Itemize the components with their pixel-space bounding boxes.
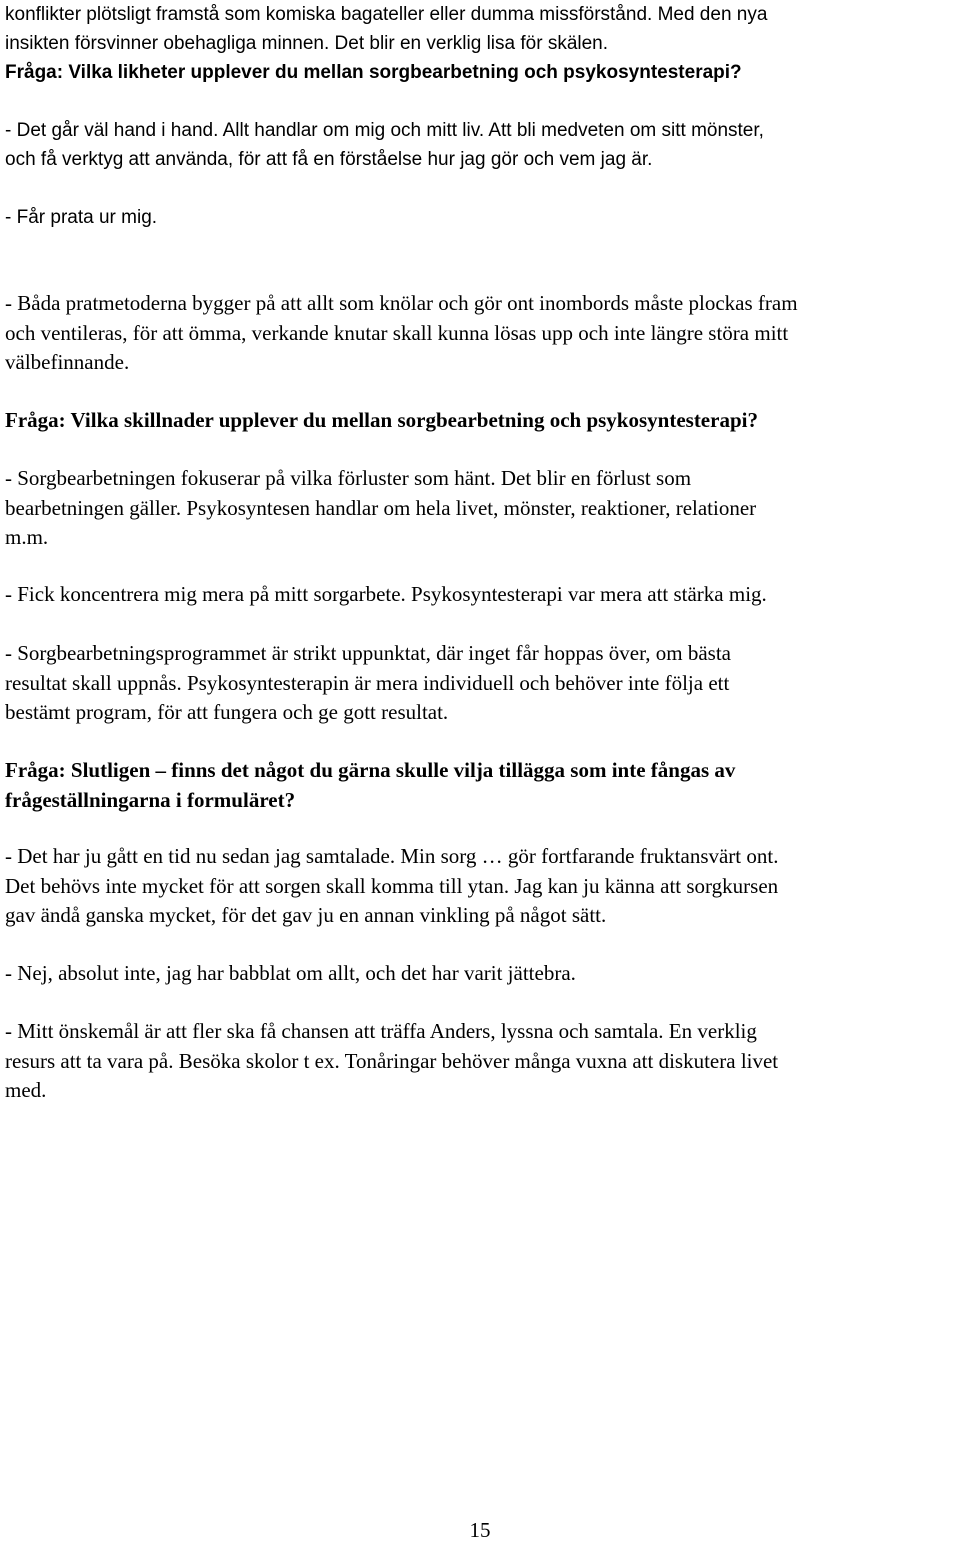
- answer-hand-in-hand: - Det går väl hand i hand. Allt handlar om mig och mitt liv. Att bli medveten om sitt mönster, och få verktyg att använda, för att få en förståelse hur jag gör och vem jag är.: [5, 120, 764, 170]
- question-final-heading: Fråga: Slutligen – finns det något du gärna skulle vilja tillägga som inte fångas av frågeställningarna i formuläret?: [5, 758, 736, 812]
- answer-time-has-passed: - Det har ju gått en tid nu sedan jag samtalade. Min sorg … gör fortfarande fruktansvärt ont. Det behövs inte mycket för att sorgen skall komma till ytan. Jag kan ju känna att sorgkursen gav ändå ganska mycket, för det gav ju en annan vinkling på något sätt.: [5, 844, 779, 927]
- answer-wish-more-chances: - Mitt önskemål är att fler ska få chansen att träffa Anders, lyssna och samtala. En verklig resurs att ta vara på. Besöka skolor t ex. Tonåringar behöver många vuxna att diskutera livet med.: [5, 1019, 779, 1102]
- answer-no-absolutely-not: - Nej, absolut inte, jag har babblat om allt, och det har varit jättebra.: [5, 961, 576, 985]
- answer-talk-it-out: - Får prata ur mig.: [5, 207, 158, 228]
- answer-both-methods: - Båda pratmetoderna bygger på att allt som knölar och gör ont inombords måste plockas fram och ventileras, för att ömma, verkande knutar skall kunna lösas upp och inte längre störa mitt välbefinnande.: [5, 291, 798, 374]
- page-number: 15: [469, 1518, 491, 1542]
- answer-concentrate-grief-work: - Fick koncentrera mig mera på mitt sorgarbete. Psykosyntesterapi var mera att stärka mig.: [5, 582, 767, 606]
- answer-strict-program: - Sorgbearbetningsprogrammet är strikt uppunktat, där inget får hoppas över, om bästa resultat skall uppnås. Psykosyntesterapin är mera individuell och behöver inte följa ett bestämt program, för att fungera och ge gott resultat.: [5, 641, 731, 724]
- answer-grief-processing-focus: - Sorgbearbetningen fokuserar på vilka förluster som hänt. Det blir en förlust som bearbetningen gäller. Psykosyntesen handlar om hela livet, mönster, reaktioner, relationer m.m.: [5, 466, 757, 549]
- question-similarities-heading: Fråga: Vilka likheter upplever du mellan sorgbearbetning och psykosyntesterapi?: [5, 62, 742, 83]
- paragraph-intro-continuation: konflikter plötsligt framstå som komiska bagateller eller dumma missförstånd. Med den nya insikten försvinner obehagliga minnen. Det blir en verklig lisa för skälen.: [5, 4, 768, 54]
- question-differences-heading: Fråga: Vilka skillnader upplever du mellan sorgbearbetning och psykosyntesterapi?: [5, 408, 758, 432]
